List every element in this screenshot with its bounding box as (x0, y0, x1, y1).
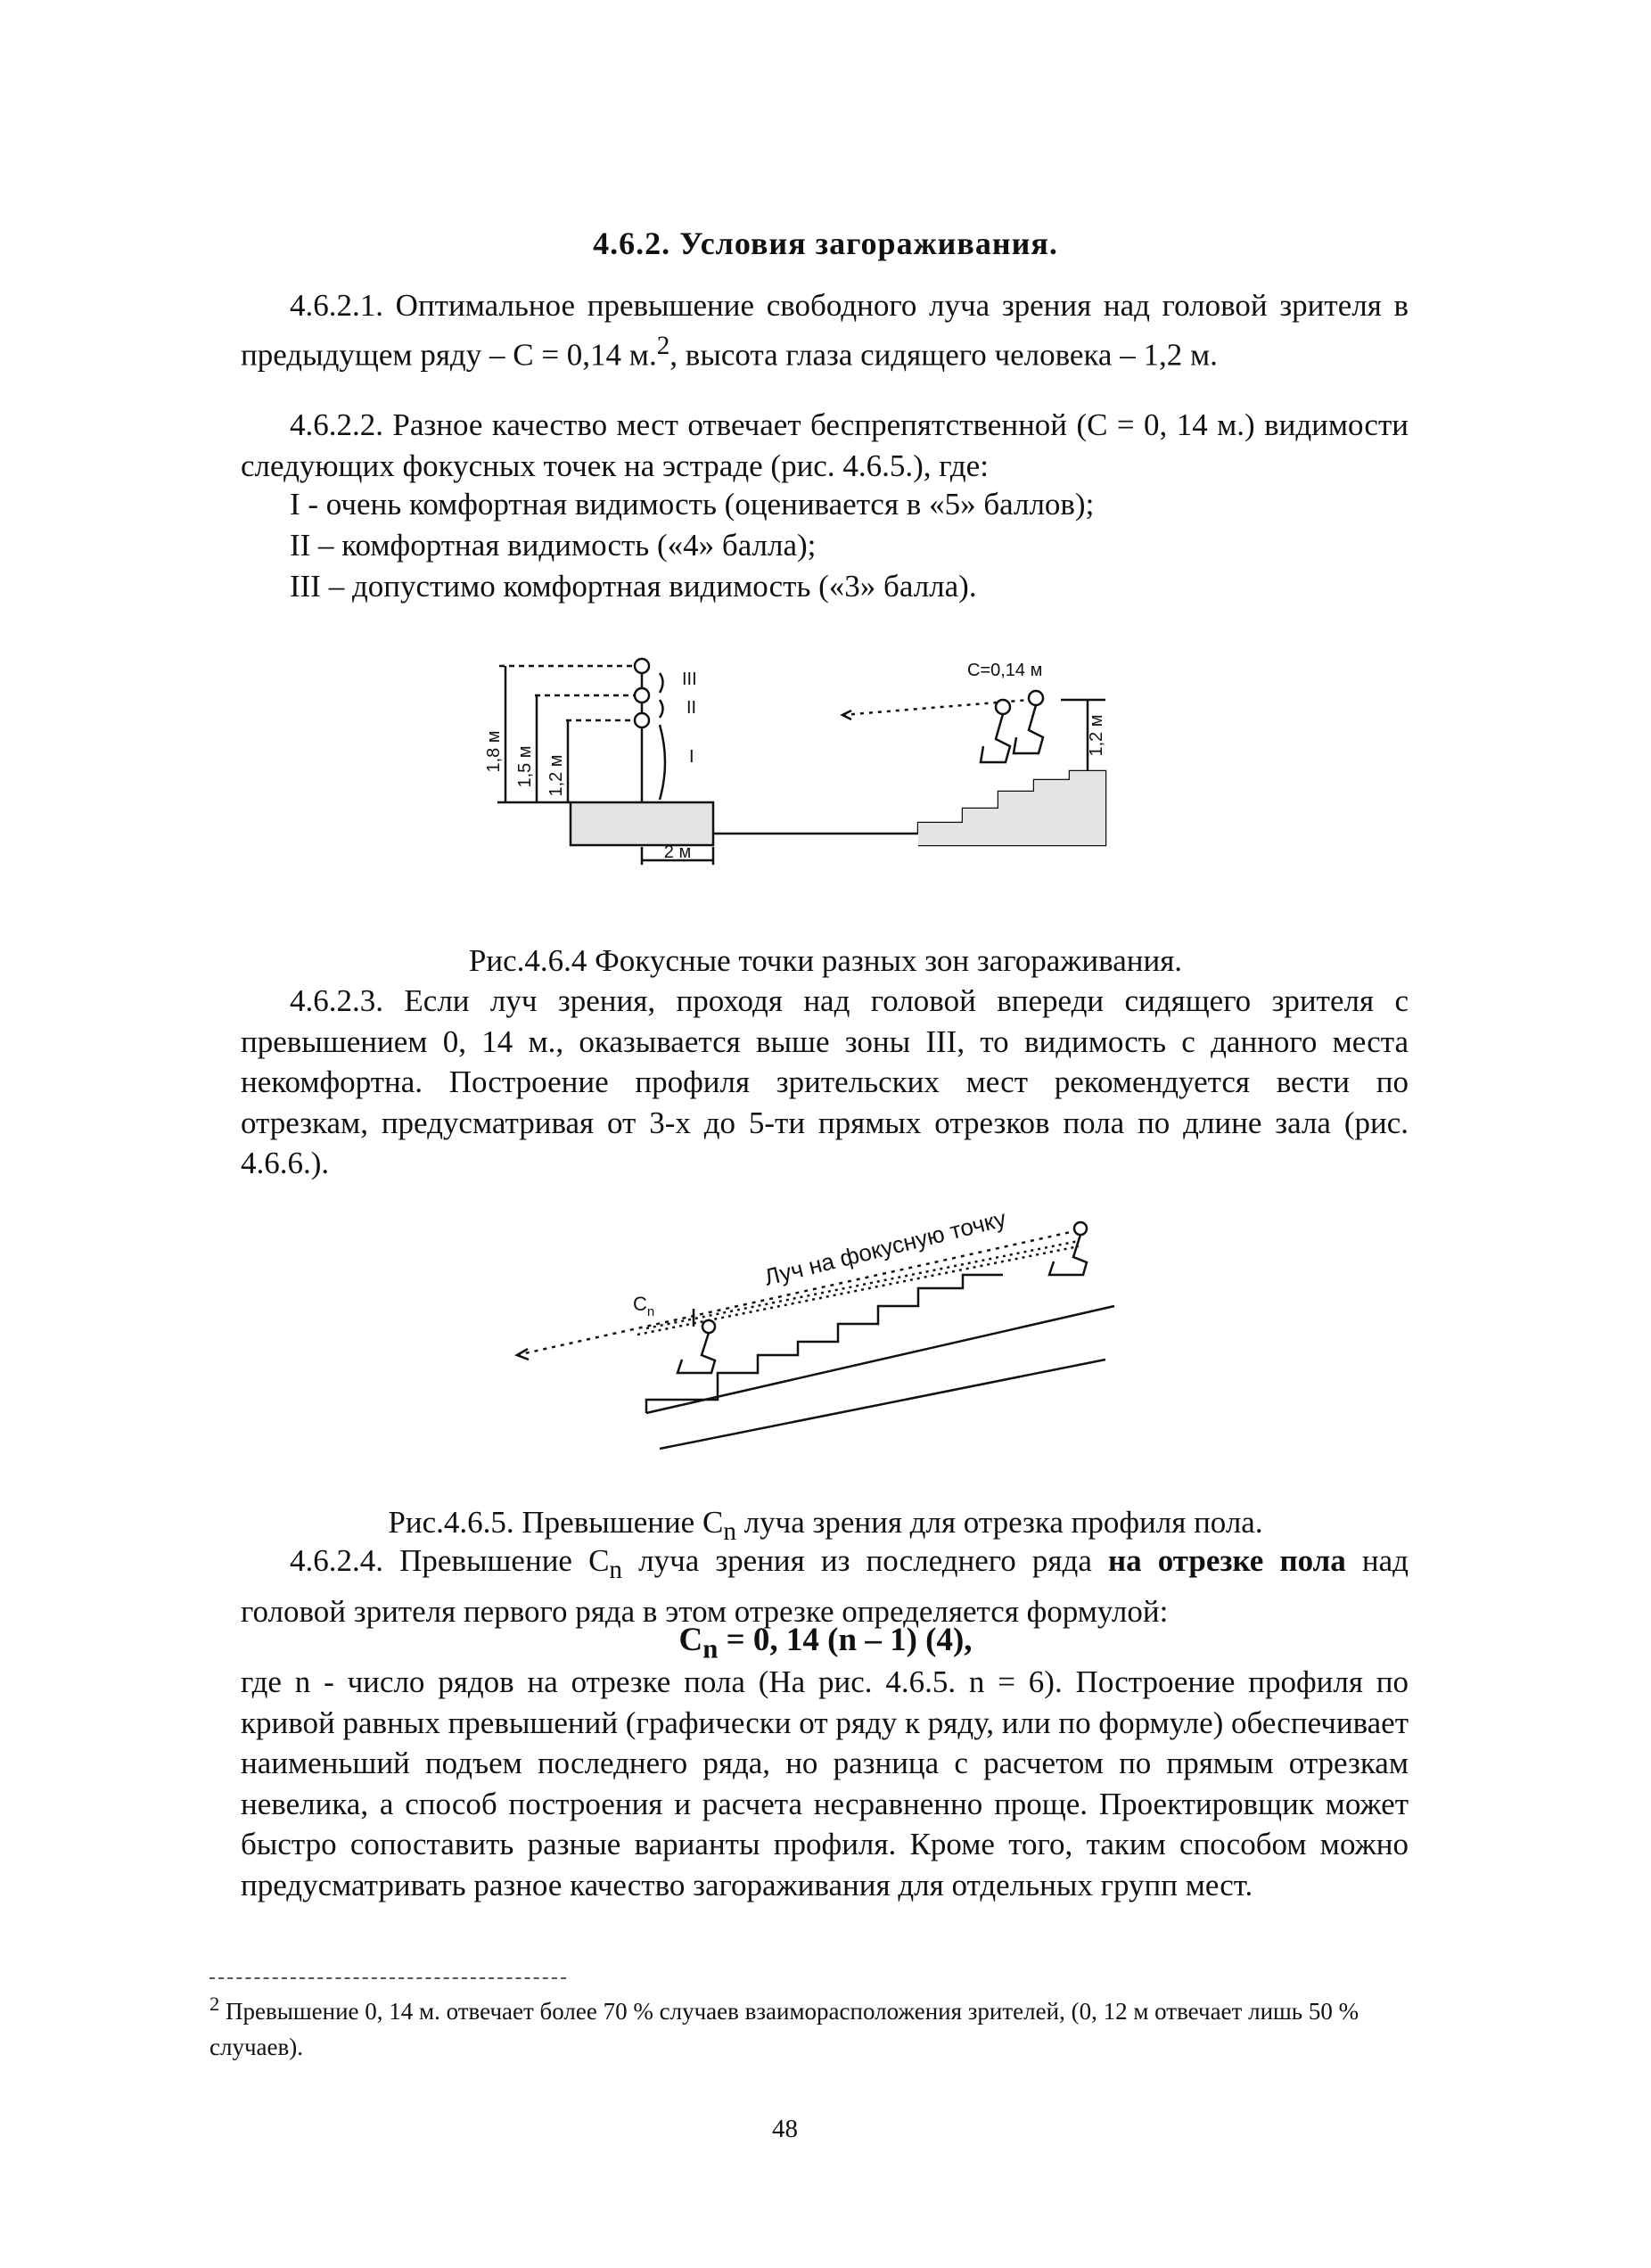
footnote-mark: 2 (209, 1993, 220, 2015)
dim-label-1-8: 1,8 м (484, 730, 504, 773)
zone-label-I: I (689, 747, 694, 767)
zone-label-III: III (682, 670, 697, 689)
caption-subscript: n (723, 1517, 736, 1546)
c-label: С=0,14 м (967, 661, 1043, 680)
dim-label-1-2-right: 1,2 м (1087, 714, 1106, 757)
footnote-divider (209, 1977, 566, 1979)
paragraph-bold-text: на отрезке пола (1107, 1543, 1346, 1578)
paragraph-continuation: где n - число рядов на отрезке пола (На рис. 4.6.5. n = 6). Построение профиля по кривой равных превышений (графически от ряду к ряду, или по формуле) обеспечивает наименьший подъем последнего ряда, но разница с расчетом по прямым отрезкам невелика, а способ построения и расчета несравненно проще. Проектировщик может быстро сопоставить разные варианты профиля. Кроме того, таким способом можно предусматривать разное качество загораживания для отдельных групп мест. (241, 1664, 1409, 1902)
caption-text-tail: луча зрения для отрезка профиля пола. (735, 1505, 1263, 1540)
formula-body: = 0, 14 (n – 1) (4), (718, 1622, 973, 1658)
paragraph-4-6-2-4 (241, 1541, 1409, 1631)
formula (0, 1621, 1651, 1664)
dim-label-2: 2 м (663, 842, 692, 862)
paragraph-text-tail: над головой зрителя первого ряда в этом отрезке определяется формулой: (241, 1543, 1409, 1629)
paragraph-4-6-2-1 (241, 285, 1409, 375)
list-item-zone-3: III – допустимо комфортная видимость («3» балла). (290, 569, 977, 604)
footnote-reference: 2 (656, 331, 670, 360)
dim-label-1-2-left: 1,2 м (546, 754, 566, 797)
footnote (209, 1986, 1395, 2065)
caption-text: Рис.4.6.5. Превышение С (388, 1505, 724, 1540)
section-title: 4.6.2. Условия загораживания. (593, 226, 1058, 261)
figure-focal-points (481, 646, 1123, 896)
formula-symbol: С (678, 1622, 703, 1658)
paragraph-text: 4.6.2.4. Превышение С (290, 1543, 610, 1578)
cn-subscript: n (646, 1304, 655, 1319)
paragraph-4-6-2-3: 4.6.2.3. Если луч зрения, проходя над головой впереди сидящего зрителя с превышением 0, 14 м., оказывается выше зоны III, то видимость с данного места некомфортна. Построение профиля зрительских мест рекомендуется вести по отрезкам, предусматривая от 3-х до 5-ти прямых отрезков пола по длине зала (рис. 4.6.6.). (241, 983, 1409, 1180)
paragraph-subscript: n (609, 1556, 622, 1584)
cn-label (633, 1293, 654, 1319)
zone-label-II: II (686, 698, 697, 718)
paragraph-text-tail: , высота глаза сидящего человека – 1,2 м. (669, 337, 1218, 373)
list-item-zone-2: II – комфортная видимость («4» балла); (290, 528, 817, 563)
figure-sight-ray (499, 1195, 1123, 1462)
cn-letter: С (633, 1293, 647, 1315)
paragraph-4-6-2-2: 4.6.2.2. Разное качество мест отвечает беспрепятственной (С = 0, 14 м.) видимости следующих фокусных точек на эстраде (рис. 4.6.5.), где: (241, 407, 1409, 483)
footnote-text: Превышение 0, 14 м. отвечает более 70 % случаев взаиморасположения зрителей, (0, 12 м отвечает лишь 50 % случаев). (209, 1998, 1359, 2060)
dim-label-1-5: 1,5 м (515, 745, 535, 788)
list-item-zone-1: I - очень комфортная видимость (оценивается в «5» баллов); (290, 487, 1095, 522)
paragraph-text: 4.6.2.1. Оптимальное превышение свободного луча зрения над головой зрителя в предыдущем ряду – С = 0,14 м. (241, 288, 1409, 373)
page-number: 48 (772, 2115, 798, 2143)
ray-label: Луч на фокусную точку (761, 1204, 1009, 1291)
paragraph-text-mid: луча зрения из последнего ряда (622, 1543, 1108, 1578)
figure-caption-4-6-4: Рис.4.6.4 Фокусные точки разных зон загораживания. (468, 943, 1183, 978)
formula-subscript: n (702, 1633, 719, 1664)
